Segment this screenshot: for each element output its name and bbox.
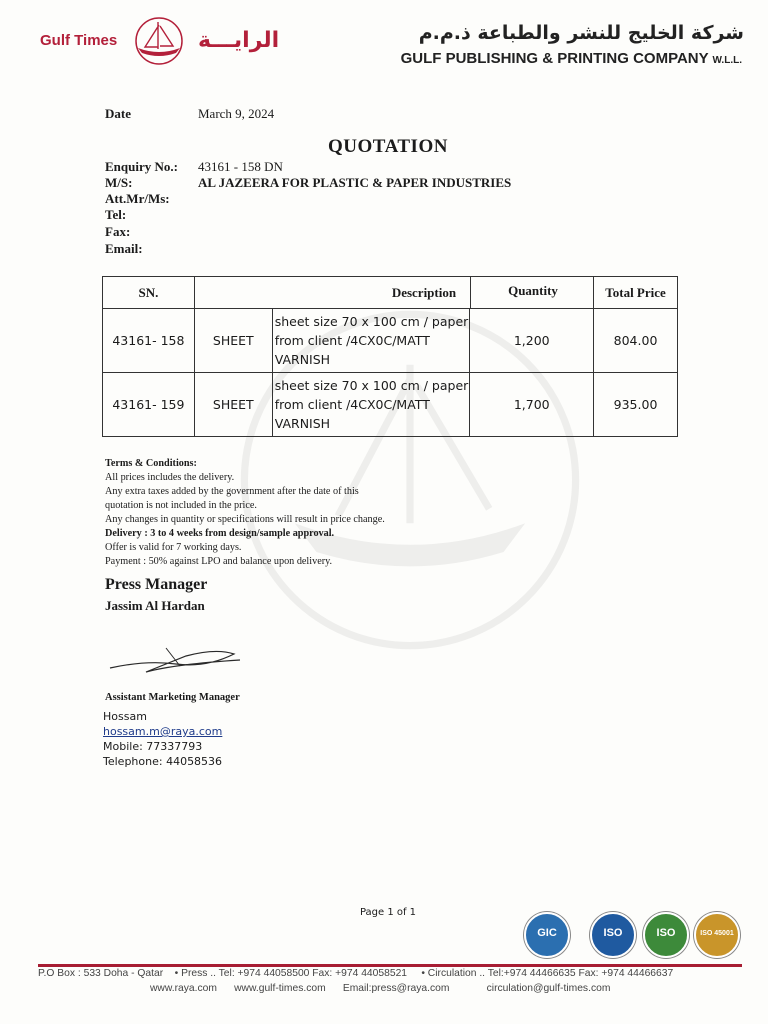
gulf-times-logo-text: Gulf Times [40,32,118,49]
cell-item: SHEET [194,373,272,437]
header-sn: SN. [103,277,195,309]
assistant-title: Assistant Marketing Manager [105,692,240,703]
footer-circulation: • Circulation .. Tel:+974 44466635 Fax: +974 44466637 [421,968,674,979]
terms-line: quotation is not included in the price. [105,500,257,511]
cell-description: sheet size 70 x 100 cm / paper from client /4CX0C/MATT VARNISH [272,373,470,437]
footer-web-raya[interactable]: www.raya.com [150,983,217,994]
terms-line: All prices includes the delivery. [105,472,235,483]
footer-press: • Press .. Tel: +974 44058500 Fax: +974 44058521 [174,968,408,979]
company-suffix: W.L.L. [712,55,742,66]
cell-quantity: 1,700 [470,373,594,437]
email-label: Email: [105,241,143,256]
enquiry-value: 43161 - 158 DN [198,159,283,174]
footer-line-1 [38,968,746,979]
att-label: Att.Mr/Ms: [105,191,170,206]
terms-payment: Payment : 50% against LPO and balance upon delivery. [105,556,333,567]
dhow-boat-icon [128,16,190,66]
gic-badge-icon: GIC [524,912,570,958]
cell-description: sheet size 70 x 100 cm / paper from client /4CX0C/MATT VARNISH [272,309,470,373]
signatory-name: Jassim Al Hardan [105,598,205,613]
contact-mobile: Mobile: 77337793 [103,740,203,753]
contact-telephone: Telephone: 44058536 [103,755,223,768]
company-name: GULF PUBLISHING & PRINTING COMPANY [400,50,709,67]
tel-label: Tel: [105,207,127,222]
ms-value: AL JAZEERA FOR PLASTIC & PAPER INDUSTRIES [198,175,512,190]
terms-line: Any extra taxes added by the government after the date of this [105,486,359,497]
iso-environment-badge-icon: ISO [643,912,689,958]
terms-validity: Offer is valid for 7 working days. [105,542,242,553]
header-description: Description [194,277,593,309]
ms-label: M/S: [105,175,133,190]
contact-block [103,709,222,769]
footer-email-press[interactable]: Email:press@raya.com [342,983,450,994]
company-name-english [401,50,742,67]
enquiry-label: Enquiry No.: [105,159,178,174]
cell-quantity: 1,200 [470,309,594,373]
contact-name: Hossam [103,710,147,723]
company-name-arabic: شركة الخليج للنشر والطباعة ذ.م.م [418,22,744,44]
iso-badge-icon: ISO [590,912,636,958]
header-divider [470,276,471,309]
cell-item: SHEET [194,309,272,373]
header-quantity-label: Quantity [508,283,558,298]
cell-total: 935.00 [594,373,678,437]
table-row [103,309,678,373]
signatory-title: Press Manager [105,576,208,593]
header-total-price: Total Price [594,277,678,309]
footer-po-box: P.O Box : 533 Doha - Qatar [38,968,164,979]
terms-delivery: Delivery : 3 to 4 weeks from design/sample approval. [105,528,335,539]
date-value: March 9, 2024 [198,106,275,121]
fax-label: Fax: [105,224,131,239]
quotation-table [102,276,678,437]
terms-heading: Terms & Conditions: [105,458,197,469]
raya-logo-text: الرايـــة [198,28,280,53]
cell-sn: 43161- 159 [103,373,195,437]
page-title: QUOTATION [328,136,448,157]
handwritten-signature [106,642,246,676]
footer-web-gulf-times[interactable]: www.gulf-times.com [234,983,326,994]
terms-line: Any changes in quantity or specifications will result in price change. [105,514,385,525]
contact-email-link[interactable]: hossam.m@raya.com [103,725,223,738]
footer-rule [38,964,742,967]
cell-total: 804.00 [594,309,678,373]
footer-email-circulation[interactable]: circulation@gulf-times.com [486,983,611,994]
footer-line-2 [150,983,610,994]
cell-sn: 43161- 158 [103,309,195,373]
date-label: Date [105,106,131,121]
iso-45001-badge-icon: ISO 45001 [694,912,740,958]
terms-block [105,457,465,569]
table-row [103,373,678,437]
page-number: Page 1 of 1 [359,907,417,918]
